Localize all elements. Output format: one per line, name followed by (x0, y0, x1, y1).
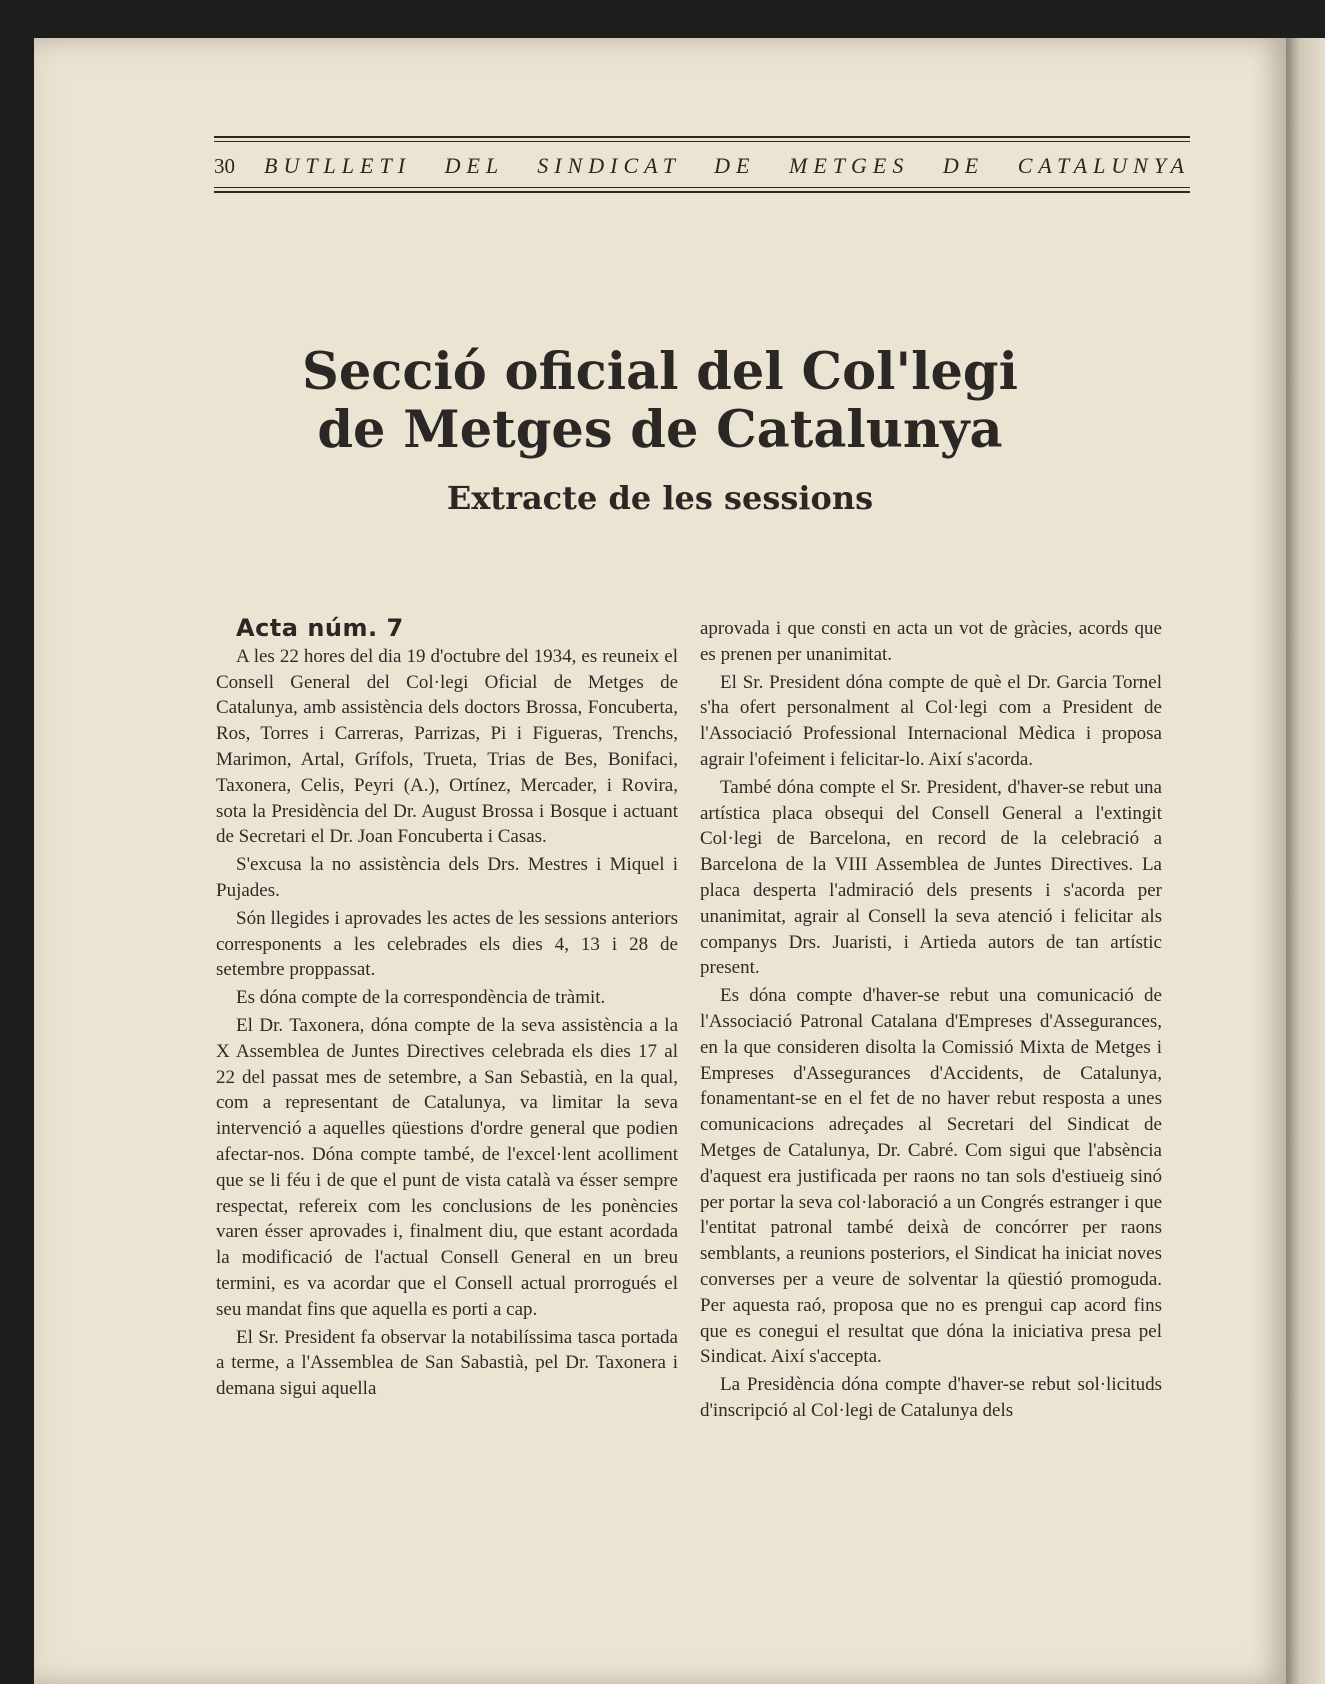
section-subtitle: Extracte de les sessions (446, 479, 874, 517)
left-column (216, 616, 678, 1402)
paragraph: La Presidència dóna compte d'haver-se rebut sol·licituds d'inscripció al Col·legi de Catalunya dels (700, 1374, 1162, 1421)
header-rule-top (214, 136, 1190, 138)
paragraph: S'excusa la no assistència dels Drs. Mestres i Miquel i Pujades. (216, 854, 678, 901)
section-title-block (34, 343, 1286, 517)
paragraph: Es dóna compte d'haver-se rebut una comunicació de l'Associació Patronal Catalana d'Empreses d'Assegurances, en la que consideren disolta la Comissió Mixta de Metges i Empreses d'Assegurances d'Accidents, de Catalunya, fonamentant-se en el fet de no haver rebut resposta a unes comunicacions adreçades al Secretari del Sindicat de Metges de Catalunya, Dr. Cabré. Com sigui que l'absència d'aquest era justificada per raons no tan sols d'estiueig sinó per portar la seva col·laboració a un Congrés estranger i que l'entitat patronal també deixà de concórrer per raons semblants, a reunions posteriors, el Sindicat ha iniciat noves converses per a veure de solventar la qüestió promoguda. Per aquesta raó, proposa que no es prengui cap acord fins que es conegui el resultat que dóna la iniciativa presa pel Sindicat. Així s'accepta. (700, 985, 1162, 1368)
page-number: 30 (214, 154, 235, 178)
running-header (214, 136, 1190, 193)
section-title (34, 343, 1286, 459)
paragraph: A les 22 hores del dia 19 d'octubre del 1934, es reuneix el Consell General del Col·legi Oficial de Metges de Catalunya, amb assistència dels doctors Brossa, Foncuberta, Ros, Torres i Carreras, Parrizas, Pi i Figueras, Trenchs, Marimon, Artal, Grífols, Trueta, Trias de Bes, Bonifaci, Taxonera, Celis, Peyri (A.), Ortínez, Mercader, i Rovira, sota la Presidència del Dr. August Brossa i Bosque i actuant de Secretari el Dr. Joan Foncuberta i Casas. (216, 645, 678, 848)
header-rule-bottom-thin (214, 187, 1190, 188)
paragraph: També dóna compte el Sr. President, d'haver-se rebut una artística placa obsequi del Consell General a l'extingit Col·legi de Barcelona, en record de la celebració a Barcelona de la VIII Assemblea de Juntes Directives. La placa desperta l'admiració dels presents i s'acorda per unanimitat, agrair al Consell la seva atenció i felicitar als companys Drs. Juaristi, i Artieda autors de tan artístic present. (700, 776, 1162, 979)
page-sheet (34, 38, 1286, 1684)
section-title-line-1: Secció oficial del Col'legi (302, 342, 1018, 402)
facing-page-edge (1286, 38, 1325, 1684)
right-column (700, 616, 1162, 1424)
paragraph: aprovada i que consti en acta un vot de gràcies, acords que es prenen per unanimitat. (700, 618, 1162, 665)
header-rule-top-thin (214, 141, 1190, 142)
section-title-line-2: de Metges de Catalunya (317, 400, 1003, 460)
acta-heading: Acta núm. 7 (236, 614, 404, 642)
paragraph: El Dr. Taxonera, dóna compte de la seva assistència a la X Assemblea de Juntes Directives celebrada els dies 17 al 22 del passat mes de setembre, a San Sebastià, en la qual, com a representant de Catalunya, va limitar la seva intervenció a aquelles qüestions d'ordre general que podien afectar-nos. Dóna compte també, de l'excel·lent acolliment que se li féu i de que el punt de vista català va ésser sempre respectat, refereix com les conclusions de les ponències varen ésser aprovades i, finalment diu, que estant acordada la modificació de l'actual Consell General en un breu termini, es va acordar que el Consell actual prorrogués el seu mandat fins que aquella es porti a cap. (216, 1014, 678, 1320)
paragraph: Són llegides i aprovades les actes de les sessions anteriors corresponents a les celebrades els dies 4, 13 i 28 de setembre proppassat. (216, 907, 678, 981)
header-rule-bottom (214, 191, 1190, 193)
paragraph: El Sr. President dóna compte de què el Dr. Garcia Tornel s'ha ofert personalment al Col·legi com a President de l'Associació Professional Internacional Mèdica i proposa agrair l'ofeiment i felicitar-lo. Així s'acorda. (700, 671, 1162, 770)
running-title: BUTLLETI DEL SINDICAT DE METGES DE CATALUNYA (264, 153, 1190, 178)
paragraph: Es dóna compte de la correspondència de tràmit. (236, 987, 606, 1009)
paragraph: El Sr. President fa observar la notabilíssima tasca portada a terme, a l'Assemblea de San Sabastià, pel Dr. Taxonera i demana sigui aquella (216, 1326, 678, 1400)
